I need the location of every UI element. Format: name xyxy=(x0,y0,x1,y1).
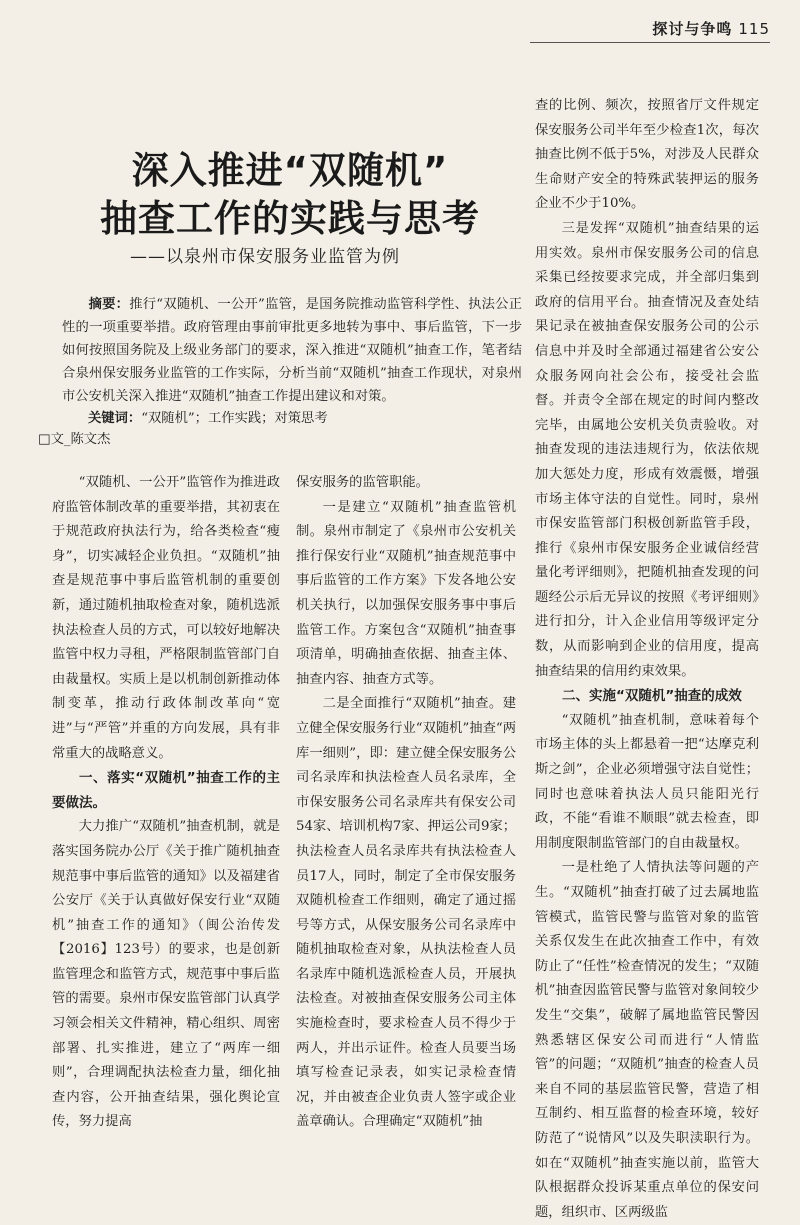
header-rule xyxy=(530,42,770,43)
section-name: 探讨与争鸣 xyxy=(652,20,733,38)
title-line-2: 抽查工作的实践与思考 xyxy=(100,197,480,240)
column-3 xyxy=(535,94,759,1225)
subtitle: ——以泉州市保安服务业监管为例 xyxy=(130,247,400,267)
title-line-1: 深入推进“双随机” xyxy=(131,149,449,192)
paragraph: 大力推广“双随机”抽查机制，就是落实国务院办公厅《关于推广随机抽查规范事中事后监管的通知》以及福建省公安厅《关于认真做好保安行业“双随机”抽查工作的通知》（闽公治传发【2016】123号）的要求，也是创新监管理念和监管方式，规范事中事后监管的需要。泉州市保安监管部门认真学习领会相关文件精神，精心组织、周密部署、扎实推进，建立了“两库一细则”，合理调配执法检查力量，细化抽查内容，公开抽查结果，强化舆论宣传，努力提高 xyxy=(52,819,280,1130)
paragraph: “双随机、一公开”监管作为推进政府监管体制改革的重要举措，其初衷在于规范政府执法行为，给各类检查“瘦身”，切实减轻企业负担。“双随机”抽查是规范事中事后监管机制的重要创新，通过随机抽取检查对象，随机选派执法检查人员的方式，可以较好地解决监管中权力寻租，严格限制监管部门自由裁量权。实质上是以机制创新推动体制变革，推动行政体制改革向“宽进”与“严管”并重的方向发展，具有非常重大的战略意义。 xyxy=(52,475,280,761)
keywords-text: “双随机”；工作实践；对策思考 xyxy=(141,411,328,426)
paragraph: “双随机”抽查机制，意味着每个市场主体的头上都悬着一把“达摩克利斯之剑”，企业必须增强守法自觉性；同时也意味着执法人员只能阳光行政，不能“看谁不顺眼”就去检查，即用制度限制监管部门的自由裁量权。 xyxy=(535,712,759,851)
page-header xyxy=(652,18,770,39)
section-heading-2: 二、实施“双随机”抽查的成效 xyxy=(562,688,742,705)
author-byline: □文_陈文杰 xyxy=(38,432,111,447)
abstract xyxy=(62,293,522,408)
page-number: 115 xyxy=(738,20,770,38)
section-heading-1: 一、落实“双随机”抽查工作的主要做法。 xyxy=(52,770,280,811)
paragraph: 二是全面推行“双随机”抽查。建立健全保安服务行业“双随机”抽查“两库一细则”，即：建立健全保安服务公司名录库和执法检查人员名录库，全市保安服务公司名录库共有保安公司54家、培训机构7家、押运公司9家；执法检查人员名录库共有执法检查人员17人，同时，制定了全市保安服务双随机检查工作细则，确定了通过摇号等方式，从保安服务公司名录库中随机抽取检查对象，从执法检查人员名录库中随机选派检查人员，开展执法检查。对被抽查保安服务公司主体实施检查时，要求检查人员不得少于两人，并出示证件。检查人员要当场填写检查记录表，如实记录检查情况，并由被查企业负责人签字或企业盖章确认。合理确定“双随机”抽 xyxy=(296,696,516,1130)
paragraph: 保安服务的监管职能。 xyxy=(296,475,429,490)
paragraph: 一是杜绝了人情执法等问题的产生。“双随机”抽查打破了过去属地监管模式，监管民警与监管对象的监管关系仅发生在此次抽查工作中，有效防止了“任性”检查情况的发生；“双随机”抽查因监管民警与监管对象间较少发生“交集”，破解了属地监管民警因熟悉辖区保安公司而进行“人情监管”的问题；“双随机”抽查的检查人员来自不同的基层监管民警，营造了相互制约、相互监督的检查环境，较好防范了“说情风”以及失职渎职行为。如在“双随机”抽查实施以前，监管大队根据群众投诉某重点单位的保安问题，组织市、区两级监 xyxy=(535,860,759,1220)
paragraph: 三是发挥“双随机”抽查结果的运用实效。泉州市保安服务公司的信息采集已经按要求完成，并全部归集到政府的信用平台。抽查情况及查处结果记录在被抽查保安服务公司的公示信息中并及时全部通过福建省公安公众服务网向社会公布，接受社会监督。并责令全部在规定的时间内整改完毕，由属地公安机关负责验收。对抽查发现的违法违规行为，依法依规加大惩处力度，形成有效震慑，增强市场主体守法的自觉性。同时，泉州市保安监管部门积极创新监管手段，推行《泉州市保安服务企业诚信经营量化考评细则》，把随机抽查发现的问题经公示后无异议的按照《考评细则》进行扣分，计入企业信用等级评定分数，从而影响到企业的信用度，提高抽查结果的信用约束效果。 xyxy=(535,220,759,679)
paragraph: 一是建立“双随机”抽查监管机制。泉州市制定了《泉州市公安机关推行保安行业“双随机”抽查规范事中事后监管的工作方案》下发各地公安机关执行，以加强保安服务事中事后监管工作。方案包含“双随机”抽查事项清单，明确抽查依据、抽查主体、抽查内容、抽查方式等。 xyxy=(296,499,516,687)
abstract-label: 摘要： xyxy=(88,297,130,312)
keywords xyxy=(88,407,528,430)
column-2 xyxy=(296,471,516,1135)
column-1 xyxy=(52,471,280,1135)
paragraph: 查的比例、频次，按照省厅文件规定保安服务公司半年至少检查1次，每次抽查比例不低于5%，对涉及人民群众生命财产安全的特殊武装押运的服务企业不少于10%。 xyxy=(535,98,759,212)
abstract-text: 推行“双随机、一公开”监管，是国务院推动监管科学性、执法公正性的一项重要举措。政府管理由事前审批更多地转为事中、事后监管，下一步如何按照国务院及上级业务部门的要求，深入推进“双随机”抽查工作，笔者结合泉州保安服务业监管的工作实际，分析当前“双随机”抽查工作现状，对泉州市公安机关深入推进“双随机”抽查工作提出建议和对策。 xyxy=(62,297,522,404)
keywords-label: 关键词： xyxy=(88,411,142,426)
